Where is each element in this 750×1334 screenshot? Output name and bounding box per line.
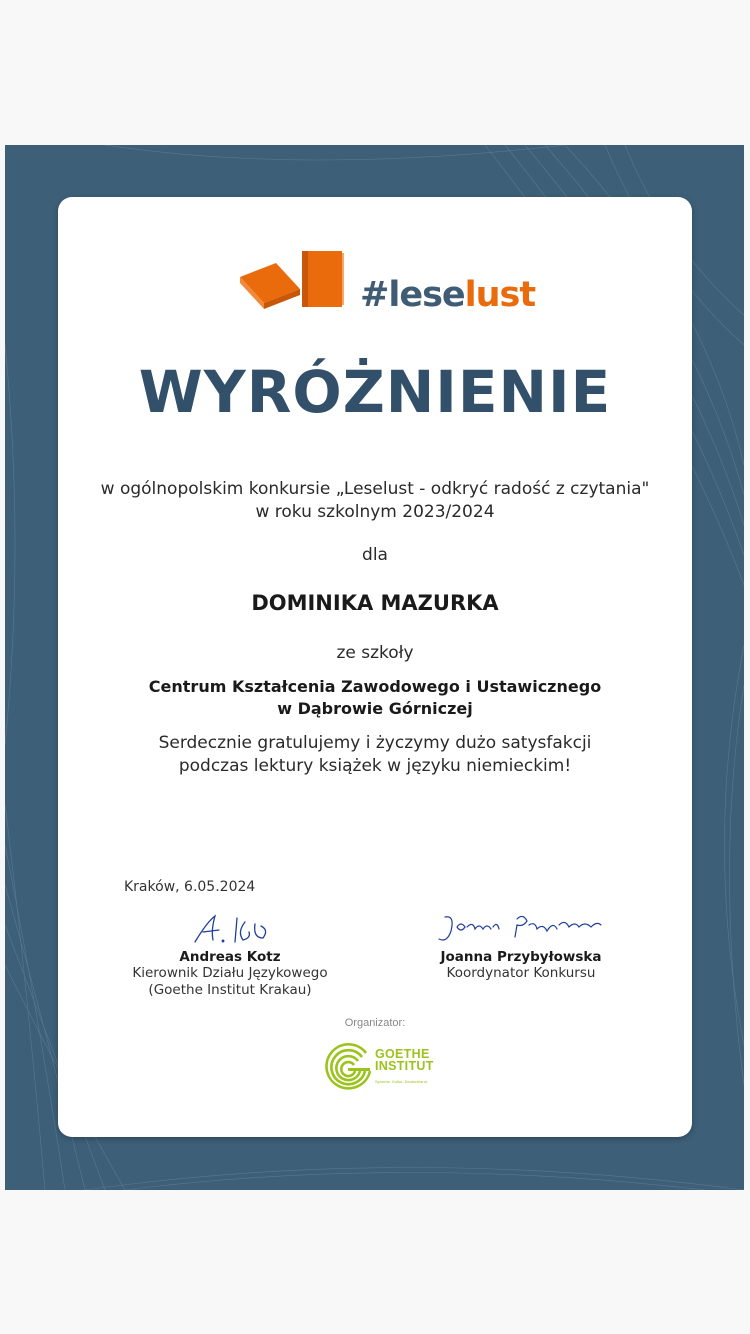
school-line-2: w Dąbrowie Górniczej [277,699,473,718]
signature-block-przybylowska [411,909,631,982]
signatory-role-2: Koordynator Konkursu [446,965,596,981]
signatory-name-2: Joanna Przybyłowska [440,949,602,965]
signature-block-kotz [120,909,340,999]
congrats-line-1: Serdecznie gratulujemy i życzymy dużo satysfakcji [158,733,592,753]
signature-scribble-przybylowska [431,909,611,949]
place-date: Kraków, 6.05.2024 [124,879,256,895]
leselust-logo [238,247,536,317]
contest-line-2: w roku szkolnym 2023/2024 [255,502,495,522]
certificate-card [58,197,692,1137]
logo-lese: lese [388,275,465,315]
signatory-name-1: Andreas Kotz [179,949,281,965]
school-line-1: Centrum Kształcenia Zawodowego i Ustawicznego [148,677,602,696]
goethe-tagline: Sprache. Kultur. Deutschland. [375,1079,428,1084]
logo-lust: lust [464,275,536,315]
goethe-line-2: INSTITUT [375,1059,434,1073]
goethe-text [375,1048,434,1072]
goethe-line-1: GOETHE [375,1047,430,1061]
organizer-label: Organizator: [344,1017,406,1029]
signatory-role-1b: (Goethe Institut Krakau) [148,982,312,998]
certificate-title: WYRÓŻNIENIE [138,358,612,426]
congrats-line-2: podczas lektury książek w języku niemieckim! [178,756,572,776]
goethe-institut-logo [322,1043,432,1095]
signatory-role-1a: Kierownik Działu Językowego [132,965,328,981]
goethe-circle-icon [322,1043,374,1095]
contest-line-1: w ogólnopolskim konkursie „Leselust - odkryć radość z czytania" [100,479,650,499]
for-label: dla [362,545,388,565]
logo-hash: # [360,275,389,315]
recipient-name: DOMINIKA MAZURKA [251,591,499,615]
signature-scribble-kotz [185,909,275,949]
from-school-label: ze szkoły [336,643,414,663]
logo-text [360,275,535,315]
book-stack-icon [238,247,348,313]
